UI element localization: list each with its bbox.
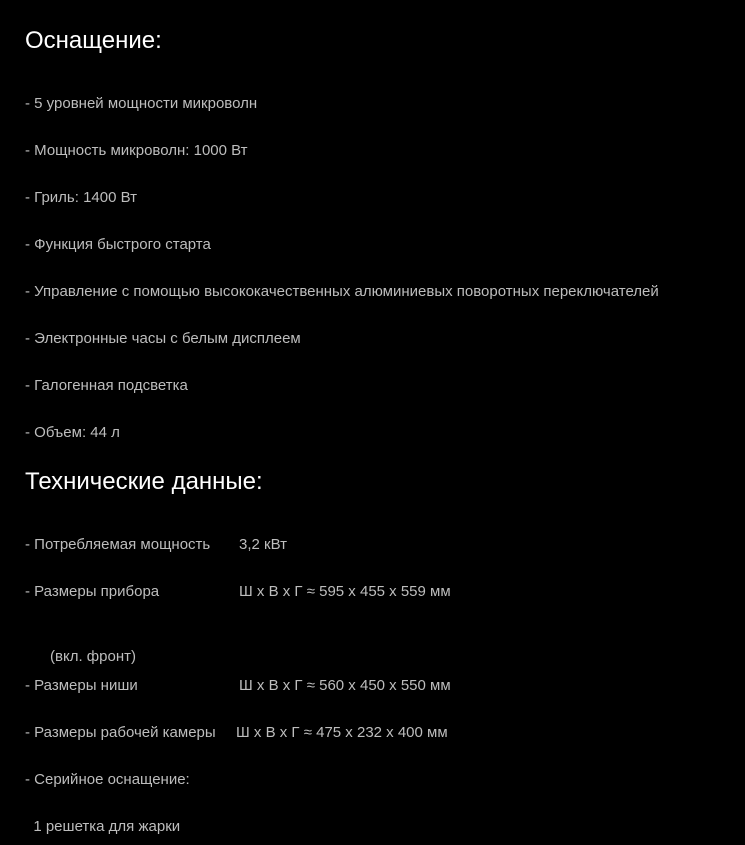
spec-value: Ш х В х Г ≈ 475 x 232 x 400 мм <box>236 724 448 741</box>
spec-value: Ш х В х Г ≈ 595 x 455 x 559 мм <box>239 583 451 600</box>
equipment-item: - 5 уровней мощности микроволн <box>25 95 258 112</box>
spec-row <box>25 677 451 695</box>
equipment-heading: Оснащение: <box>25 27 162 54</box>
equipment-item: - Функция быстрого старта <box>25 236 211 253</box>
spec-value: Ш х В х Г ≈ 560 x 450 x 550 мм <box>239 677 451 694</box>
equipment-item: - Электронные часы с белым дисплеем <box>25 330 301 347</box>
spec-label: - Размеры прибора <box>25 583 160 600</box>
equipment-item: - Мощность микроволн: 1000 Вт <box>25 142 248 159</box>
spec-label: - Размеры рабочей камеры <box>25 724 216 741</box>
spec-row <box>25 630 136 684</box>
spec-label: - Размеры ниши <box>25 677 138 694</box>
spec-label: 1 решетка для жарки <box>25 818 181 835</box>
spec-value: 3,2 кВт <box>239 536 287 553</box>
spec-label: (вкл. фронт) <box>41 648 136 665</box>
equipment-item: - Управление с помощью высококачественных алюминиевых поворотных переключателей <box>25 283 659 300</box>
spec-row <box>25 818 180 836</box>
equipment-item: - Галогенная подсветка <box>25 377 188 394</box>
technical-heading: Технические данные: <box>25 468 263 495</box>
equipment-item: - Объем: 44 л <box>25 424 120 441</box>
spec-row <box>25 771 190 789</box>
spec-label: - Серийное оснащение: <box>25 771 190 788</box>
equipment-item: - Гриль: 1400 Вт <box>25 189 137 206</box>
spec-label: - Потребляемая мощность <box>25 536 211 553</box>
spec-row <box>25 583 451 601</box>
spec-row <box>25 724 448 742</box>
spec-row <box>25 536 287 554</box>
